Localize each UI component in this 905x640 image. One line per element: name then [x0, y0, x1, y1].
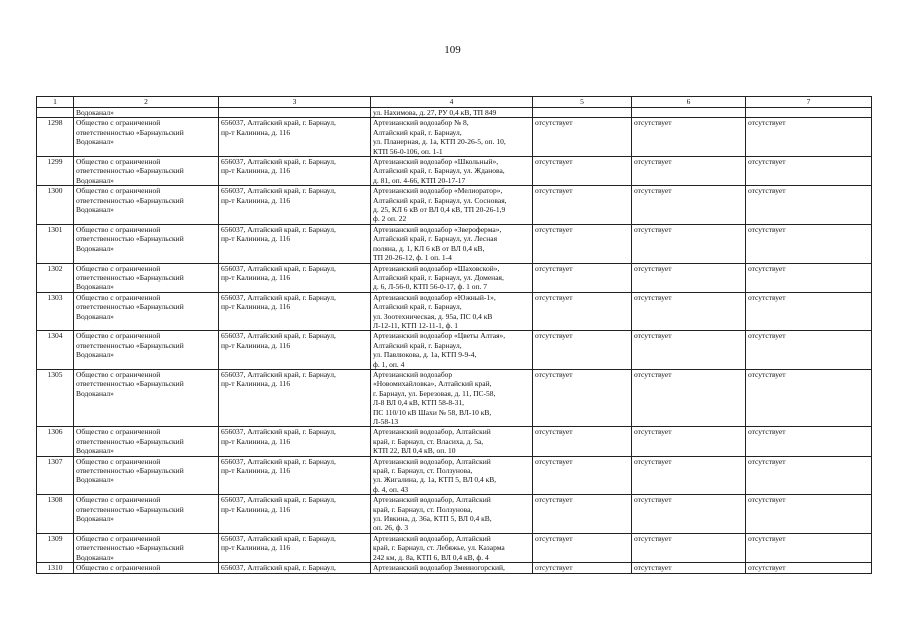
organization-cell-line: Общество с ограниченной — [76, 495, 161, 505]
status-cell-5: отсутствует — [533, 331, 632, 370]
status-cell-7: отсутствует — [746, 224, 872, 263]
organization-cell-line: Водоканал» — [76, 108, 114, 117]
object-cell-line: Л-12-11, КТП 12-11-1, ф. 1 — [373, 320, 459, 330]
row-number: 1302 — [37, 263, 74, 292]
row-number: 1307 — [37, 456, 74, 495]
address-cell-line: 656037, Алтайский край, г. Барнаул, — [221, 292, 336, 302]
object-cell-line: ф. 2 оп. 22 — [373, 214, 407, 224]
address-cell — [219, 263, 371, 292]
organization-cell — [74, 186, 219, 225]
organization-cell-line: Водоканал» — [76, 205, 114, 215]
column-header: 4 — [371, 97, 533, 108]
address-cell — [219, 563, 371, 573]
column-header: 6 — [632, 97, 746, 108]
object-cell-line: ул. Планерная, д. 1а, КТП 20-26-5, оп. 10, — [373, 137, 506, 147]
table-row — [37, 186, 872, 225]
object-cell-line: ул. Зоотехническая, д. 95а, ПС 0,4 кВ — [373, 311, 493, 321]
organization-cell-line: Общество с ограниченной — [76, 427, 161, 437]
object-cell-line: Алтайский край, г. Барнаул, ул. Доменая, — [373, 272, 504, 282]
table-row — [37, 563, 872, 573]
organization-cell — [74, 495, 219, 534]
status-cell-6: отсутствует — [632, 563, 746, 573]
status-cell-5: отсутствует — [533, 533, 632, 562]
object-cell-line: ул. Жигалина, д. 1а, КТП 5, ВЛ 0,4 кВ, — [373, 475, 497, 485]
object-cell — [371, 427, 533, 456]
object-cell — [371, 533, 533, 562]
object-cell-line: Алтайский край, г. Барнаул, — [373, 302, 462, 312]
object-cell-line: ул. Нахимова, д. 27, РУ 0,4 кВ, ТП 849 — [373, 108, 497, 117]
organization-cell-line: ответственностью «Барнаульский — [76, 379, 184, 389]
row-number: 1301 — [37, 224, 74, 263]
status-cell-6: отсутствует — [632, 157, 746, 186]
organization-cell-line: Водоканал» — [76, 446, 114, 456]
organization-cell-line: Водоканал» — [76, 475, 114, 485]
organization-cell-line: Общество с ограниченной — [76, 224, 161, 234]
object-cell-line: ф. 1, оп. 4 — [373, 359, 405, 369]
header-row — [37, 97, 872, 108]
object-cell-line: ф. 4, оп. 43 — [373, 484, 409, 494]
organization-cell — [74, 263, 219, 292]
status-cell-7: отсутствует — [746, 263, 872, 292]
address-cell-line: 656037, Алтайский край, г. Барнаул, — [221, 369, 336, 379]
organization-cell-line: Водоканал» — [76, 282, 114, 292]
address-cell — [219, 427, 371, 456]
status-cell-6: отсутствует — [632, 456, 746, 495]
object-cell-line: «Новомихайловка», Алтайский край, — [373, 379, 492, 389]
status-cell-7: отсутствует — [746, 292, 872, 331]
page-number: 109 — [444, 44, 461, 56]
address-cell — [219, 292, 371, 331]
object-cell — [371, 224, 533, 263]
object-cell-line: Артезианский водозабор «Шаховской», — [373, 263, 500, 273]
address-cell — [219, 369, 371, 426]
object-cell — [371, 263, 533, 292]
status-cell-7: отсутствует — [746, 369, 872, 426]
organization-cell-line: Общество с ограниченной — [76, 563, 161, 573]
column-header: 7 — [746, 97, 872, 108]
object-cell-line: г. Барнаул, ул. Березовая, д. 11, ПС-58, — [373, 388, 496, 398]
registry-table — [36, 96, 872, 574]
status-cell-5 — [533, 108, 632, 118]
object-cell-line: ул. Ивкина, д. 36а, КТП 5, ВЛ 0,4 кВ, — [373, 514, 492, 524]
object-cell-line: ПС 110/10 кВ Шахи № 58, ВЛ-10 кВ, — [373, 407, 492, 417]
organization-cell-line: ответственностью «Барнаульский — [76, 234, 184, 244]
status-cell-7: отсутствует — [746, 157, 872, 186]
address-cell — [219, 331, 371, 370]
address-cell-line: пр-т Калинина, д. 116 — [221, 302, 291, 312]
address-cell-line: 656037, Алтайский край, г. Барнаул, — [221, 224, 336, 234]
organization-cell — [74, 456, 219, 495]
table-row — [37, 427, 872, 456]
row-number: 1310 — [37, 563, 74, 573]
object-cell-line: Артезианский водозабор «Звероферма», — [373, 224, 502, 234]
organization-cell — [74, 533, 219, 562]
organization-cell — [74, 108, 219, 118]
address-cell — [219, 224, 371, 263]
address-cell-line: 656037, Алтайский край, г. Барнаул, — [221, 563, 336, 573]
object-cell-line: Л-8 ВЛ 0,4 кВ, КТП 58-8-31, — [373, 398, 465, 408]
object-cell-line: Алтайский край, г. Барнаул, ул. Сосновая, — [373, 195, 507, 205]
organization-cell-line: Общество с ограниченной — [76, 118, 161, 128]
organization-cell — [74, 157, 219, 186]
status-cell-7: отсутствует — [746, 533, 872, 562]
organization-cell-line: Общество с ограниченной — [76, 157, 161, 167]
organization-cell — [74, 118, 219, 157]
organization-cell-line: Водоканал» — [76, 175, 114, 185]
address-cell-line: пр-т Калинина, д. 116 — [221, 436, 291, 446]
column-header: 3 — [219, 97, 371, 108]
table-row — [37, 157, 872, 186]
address-cell — [219, 108, 371, 118]
status-cell-7 — [746, 108, 872, 118]
object-cell-line: Артезианский водозабор «Школьный», — [373, 157, 499, 167]
organization-cell-line: Водоканал» — [76, 137, 114, 147]
object-cell-line: Артезианский водозабор, Алтайский — [373, 495, 491, 505]
status-cell-6: отсутствует — [632, 369, 746, 426]
object-cell-line: Алтайский край, г. Барнаул, ул. Жданова, — [373, 166, 505, 176]
status-cell-7: отсутствует — [746, 118, 872, 157]
address-cell-line: пр-т Калинина, д. 116 — [221, 379, 291, 389]
object-cell-line: оп. 26, ф. 3 — [373, 523, 409, 533]
object-cell-line: КТП 22, ВЛ 0,4 кВ, оп. 10 — [373, 446, 456, 456]
object-cell — [371, 331, 533, 370]
object-cell-line: край, г. Барнаул, ст. Ползунова, — [373, 504, 473, 514]
object-cell-line: Алтайский край, г. Барнаул, ул. Лесная — [373, 234, 498, 244]
organization-cell-line: Водоканал» — [76, 388, 114, 398]
address-cell-line: 656037, Алтайский край, г. Барнаул, — [221, 331, 336, 341]
status-cell-5: отсутствует — [533, 456, 632, 495]
address-cell-line: 656037, Алтайский край, г. Барнаул, — [221, 456, 336, 466]
column-header: 5 — [533, 97, 632, 108]
status-cell-5: отсутствует — [533, 263, 632, 292]
row-number: 1306 — [37, 427, 74, 456]
organization-cell-line: ответственностью «Барнаульский — [76, 195, 184, 205]
object-cell-line: ул. Павлюкова, д. 1а, КТП 9-9-4, — [373, 350, 477, 360]
row-number — [37, 108, 74, 118]
address-cell — [219, 533, 371, 562]
address-cell-line: пр-т Калинина, д. 116 — [221, 234, 291, 244]
table-row — [37, 263, 872, 292]
object-cell-line: ТП 20-26-12, ф. 1 оп. 1-4 — [373, 253, 452, 263]
object-cell — [371, 118, 533, 157]
organization-cell-line: ответственностью «Барнаульский — [76, 543, 184, 553]
row-number: 1305 — [37, 369, 74, 426]
table-row — [37, 224, 872, 263]
status-cell-5: отсутствует — [533, 563, 632, 573]
address-cell-line: пр-т Калинина, д. 116 — [221, 195, 291, 205]
status-cell-6: отсутствует — [632, 427, 746, 456]
address-cell-line: пр-т Калинина, д. 116 — [221, 466, 291, 476]
address-cell-line: 656037, Алтайский край, г. Барнаул, — [221, 118, 336, 128]
address-cell — [219, 118, 371, 157]
status-cell-6: отсутствует — [632, 331, 746, 370]
status-cell-7: отсутствует — [746, 563, 872, 573]
object-cell — [371, 186, 533, 225]
organization-cell-line: Общество с ограниченной — [76, 186, 161, 196]
object-cell-line: край, г. Барнаул, ст. Лебяжье, ул. Казарма — [373, 543, 505, 553]
object-cell-line: Артезианский водозабор «Цветы Алтая», — [373, 331, 506, 341]
address-cell — [219, 157, 371, 186]
status-cell-7: отсутствует — [746, 456, 872, 495]
organization-cell-line: ответственностью «Барнаульский — [76, 436, 184, 446]
row-number: 1299 — [37, 157, 74, 186]
object-cell-line: Артезианский водозабор, Алтайский — [373, 456, 491, 466]
object-cell-line: Артезианский водозабор № 8, — [373, 118, 469, 128]
table-row — [37, 331, 872, 370]
organization-cell — [74, 224, 219, 263]
address-cell-line: 656037, Алтайский край, г. Барнаул, — [221, 427, 336, 437]
organization-cell-line: Водоканал» — [76, 350, 114, 360]
status-cell-5: отсутствует — [533, 186, 632, 225]
organization-cell-line: ответственностью «Барнаульский — [76, 340, 184, 350]
organization-cell-line: ответственностью «Барнаульский — [76, 166, 184, 176]
status-cell-6: отсутствует — [632, 118, 746, 157]
object-cell-line: д. 81, оп. 4-66, КТП 20-17-17 — [373, 175, 466, 185]
status-cell-7: отсутствует — [746, 331, 872, 370]
object-cell — [371, 369, 533, 426]
row-number: 1308 — [37, 495, 74, 534]
address-cell-line: пр-т Калинина, д. 116 — [221, 166, 291, 176]
status-cell-5: отсутствует — [533, 157, 632, 186]
organization-cell-line: ответственностью «Барнаульский — [76, 127, 184, 137]
organization-cell-line: ответственностью «Барнаульский — [76, 466, 184, 476]
organization-cell-line: Водоканал» — [76, 311, 114, 321]
object-cell-line: Л-58-13 — [373, 417, 399, 426]
status-cell-7: отсутствует — [746, 186, 872, 225]
table-row — [37, 108, 872, 118]
organization-cell-line: Общество с ограниченной — [76, 456, 161, 466]
row-number: 1303 — [37, 292, 74, 331]
status-cell-6 — [632, 108, 746, 118]
object-cell — [371, 292, 533, 331]
object-cell-line: д. 25, КЛ 6 кВ от ВЛ 0,4 кВ, ТП 20-26-1,9 — [373, 205, 506, 215]
organization-cell-line: ответственностью «Барнаульский — [76, 272, 184, 282]
object-cell-line: поляна, д. 1, КЛ 6 кВ от ВЛ 0,4 кВ, — [373, 243, 485, 253]
table-row — [37, 533, 872, 562]
object-cell-line: Артезианский водозабор — [373, 369, 453, 379]
address-cell — [219, 456, 371, 495]
table-row — [37, 456, 872, 495]
status-cell-6: отсутствует — [632, 495, 746, 534]
table-row — [37, 495, 872, 534]
organization-cell-line: Водоканал» — [76, 243, 114, 253]
address-cell-line: 656037, Алтайский край, г. Барнаул, — [221, 157, 336, 167]
organization-cell-line: Общество с ограниченной — [76, 369, 161, 379]
organization-cell-line: ответственностью «Барнаульский — [76, 504, 184, 514]
organization-cell — [74, 427, 219, 456]
status-cell-5: отсутствует — [533, 118, 632, 157]
status-cell-6: отсутствует — [632, 186, 746, 225]
organization-cell-line: Водоканал» — [76, 514, 114, 524]
object-cell-line: Артезианский водозабор Змеиногорский, — [373, 563, 505, 573]
organization-cell-line: Общество с ограниченной — [76, 533, 161, 543]
status-cell-5: отсутствует — [533, 495, 632, 534]
status-cell-6: отсутствует — [632, 263, 746, 292]
address-cell-line: пр-т Калинина, д. 116 — [221, 504, 291, 514]
object-cell-line: Алтайский край, г. Барнаул, — [373, 340, 462, 350]
status-cell-5: отсутствует — [533, 427, 632, 456]
row-number: 1304 — [37, 331, 74, 370]
status-cell-6: отсутствует — [632, 533, 746, 562]
status-cell-6: отсутствует — [632, 224, 746, 263]
address-cell-line: пр-т Калинина, д. 116 — [221, 340, 291, 350]
organization-cell — [74, 563, 219, 573]
object-cell-line: д. 6, Л-56-0, КТП 56-0-17, ф. 1 оп. 7 — [373, 282, 488, 292]
table-row — [37, 292, 872, 331]
address-cell-line: пр-т Калинина, д. 116 — [221, 272, 291, 282]
object-cell-line: край, г. Барнаул, ст. Власиха, д. 5а, — [373, 436, 484, 446]
status-cell-5: отсутствует — [533, 292, 632, 331]
status-cell-7: отсутствует — [746, 495, 872, 534]
object-cell — [371, 108, 533, 118]
address-cell-line: пр-т Калинина, д. 116 — [221, 127, 291, 137]
table-row — [37, 118, 872, 157]
column-header: 1 — [37, 97, 74, 108]
object-cell-line: КТП 56-0-106, оп. 1-1 — [373, 146, 443, 156]
organization-cell-line: ответственностью «Барнаульский — [76, 302, 184, 312]
organization-cell-line: Общество с ограниченной — [76, 263, 161, 273]
object-cell-line: Артезианский водозабор «Южный-1», — [373, 292, 496, 302]
object-cell-line: край, г. Барнаул, ст. Ползунова, — [373, 466, 473, 476]
organization-cell-line: Общество с ограниченной — [76, 331, 161, 341]
table-body — [37, 108, 872, 574]
address-cell-line: пр-т Калинина, д. 116 — [221, 543, 291, 553]
address-cell-line: 656037, Алтайский край, г. Барнаул, — [221, 263, 336, 273]
object-cell — [371, 495, 533, 534]
object-cell-line: 242 км, д. 8а, КТП 6, ВЛ 0,4 кВ, ф. 4 — [373, 552, 489, 562]
object-cell — [371, 456, 533, 495]
object-cell-line: Артезианский водозабор «Мелиоратор», — [373, 186, 503, 196]
address-cell-line: 656037, Алтайский край, г. Барнаул, — [221, 186, 336, 196]
table-row — [37, 369, 872, 426]
column-header: 2 — [74, 97, 219, 108]
organization-cell — [74, 331, 219, 370]
object-cell-line: Алтайский край, г. Барнаул, — [373, 127, 462, 137]
object-cell-line: Артезианский водозабор, Алтайский — [373, 533, 491, 543]
status-cell-7: отсутствует — [746, 427, 872, 456]
row-number: 1298 — [37, 118, 74, 157]
organization-cell-line: Водоканал» — [76, 552, 114, 562]
status-cell-5: отсутствует — [533, 369, 632, 426]
organization-cell — [74, 369, 219, 426]
row-number: 1309 — [37, 533, 74, 562]
organization-cell-line: Общество с ограниченной — [76, 292, 161, 302]
address-cell-line: 656037, Алтайский край, г. Барнаул, — [221, 533, 336, 543]
object-cell — [371, 157, 533, 186]
status-cell-5: отсутствует — [533, 224, 632, 263]
address-cell-line: 656037, Алтайский край, г. Барнаул, — [221, 495, 336, 505]
object-cell-line: Артезианский водозабор, Алтайский — [373, 427, 491, 437]
address-cell — [219, 186, 371, 225]
address-cell — [219, 495, 371, 534]
row-number: 1300 — [37, 186, 74, 225]
status-cell-6: отсутствует — [632, 292, 746, 331]
organization-cell — [74, 292, 219, 331]
object-cell — [371, 563, 533, 573]
